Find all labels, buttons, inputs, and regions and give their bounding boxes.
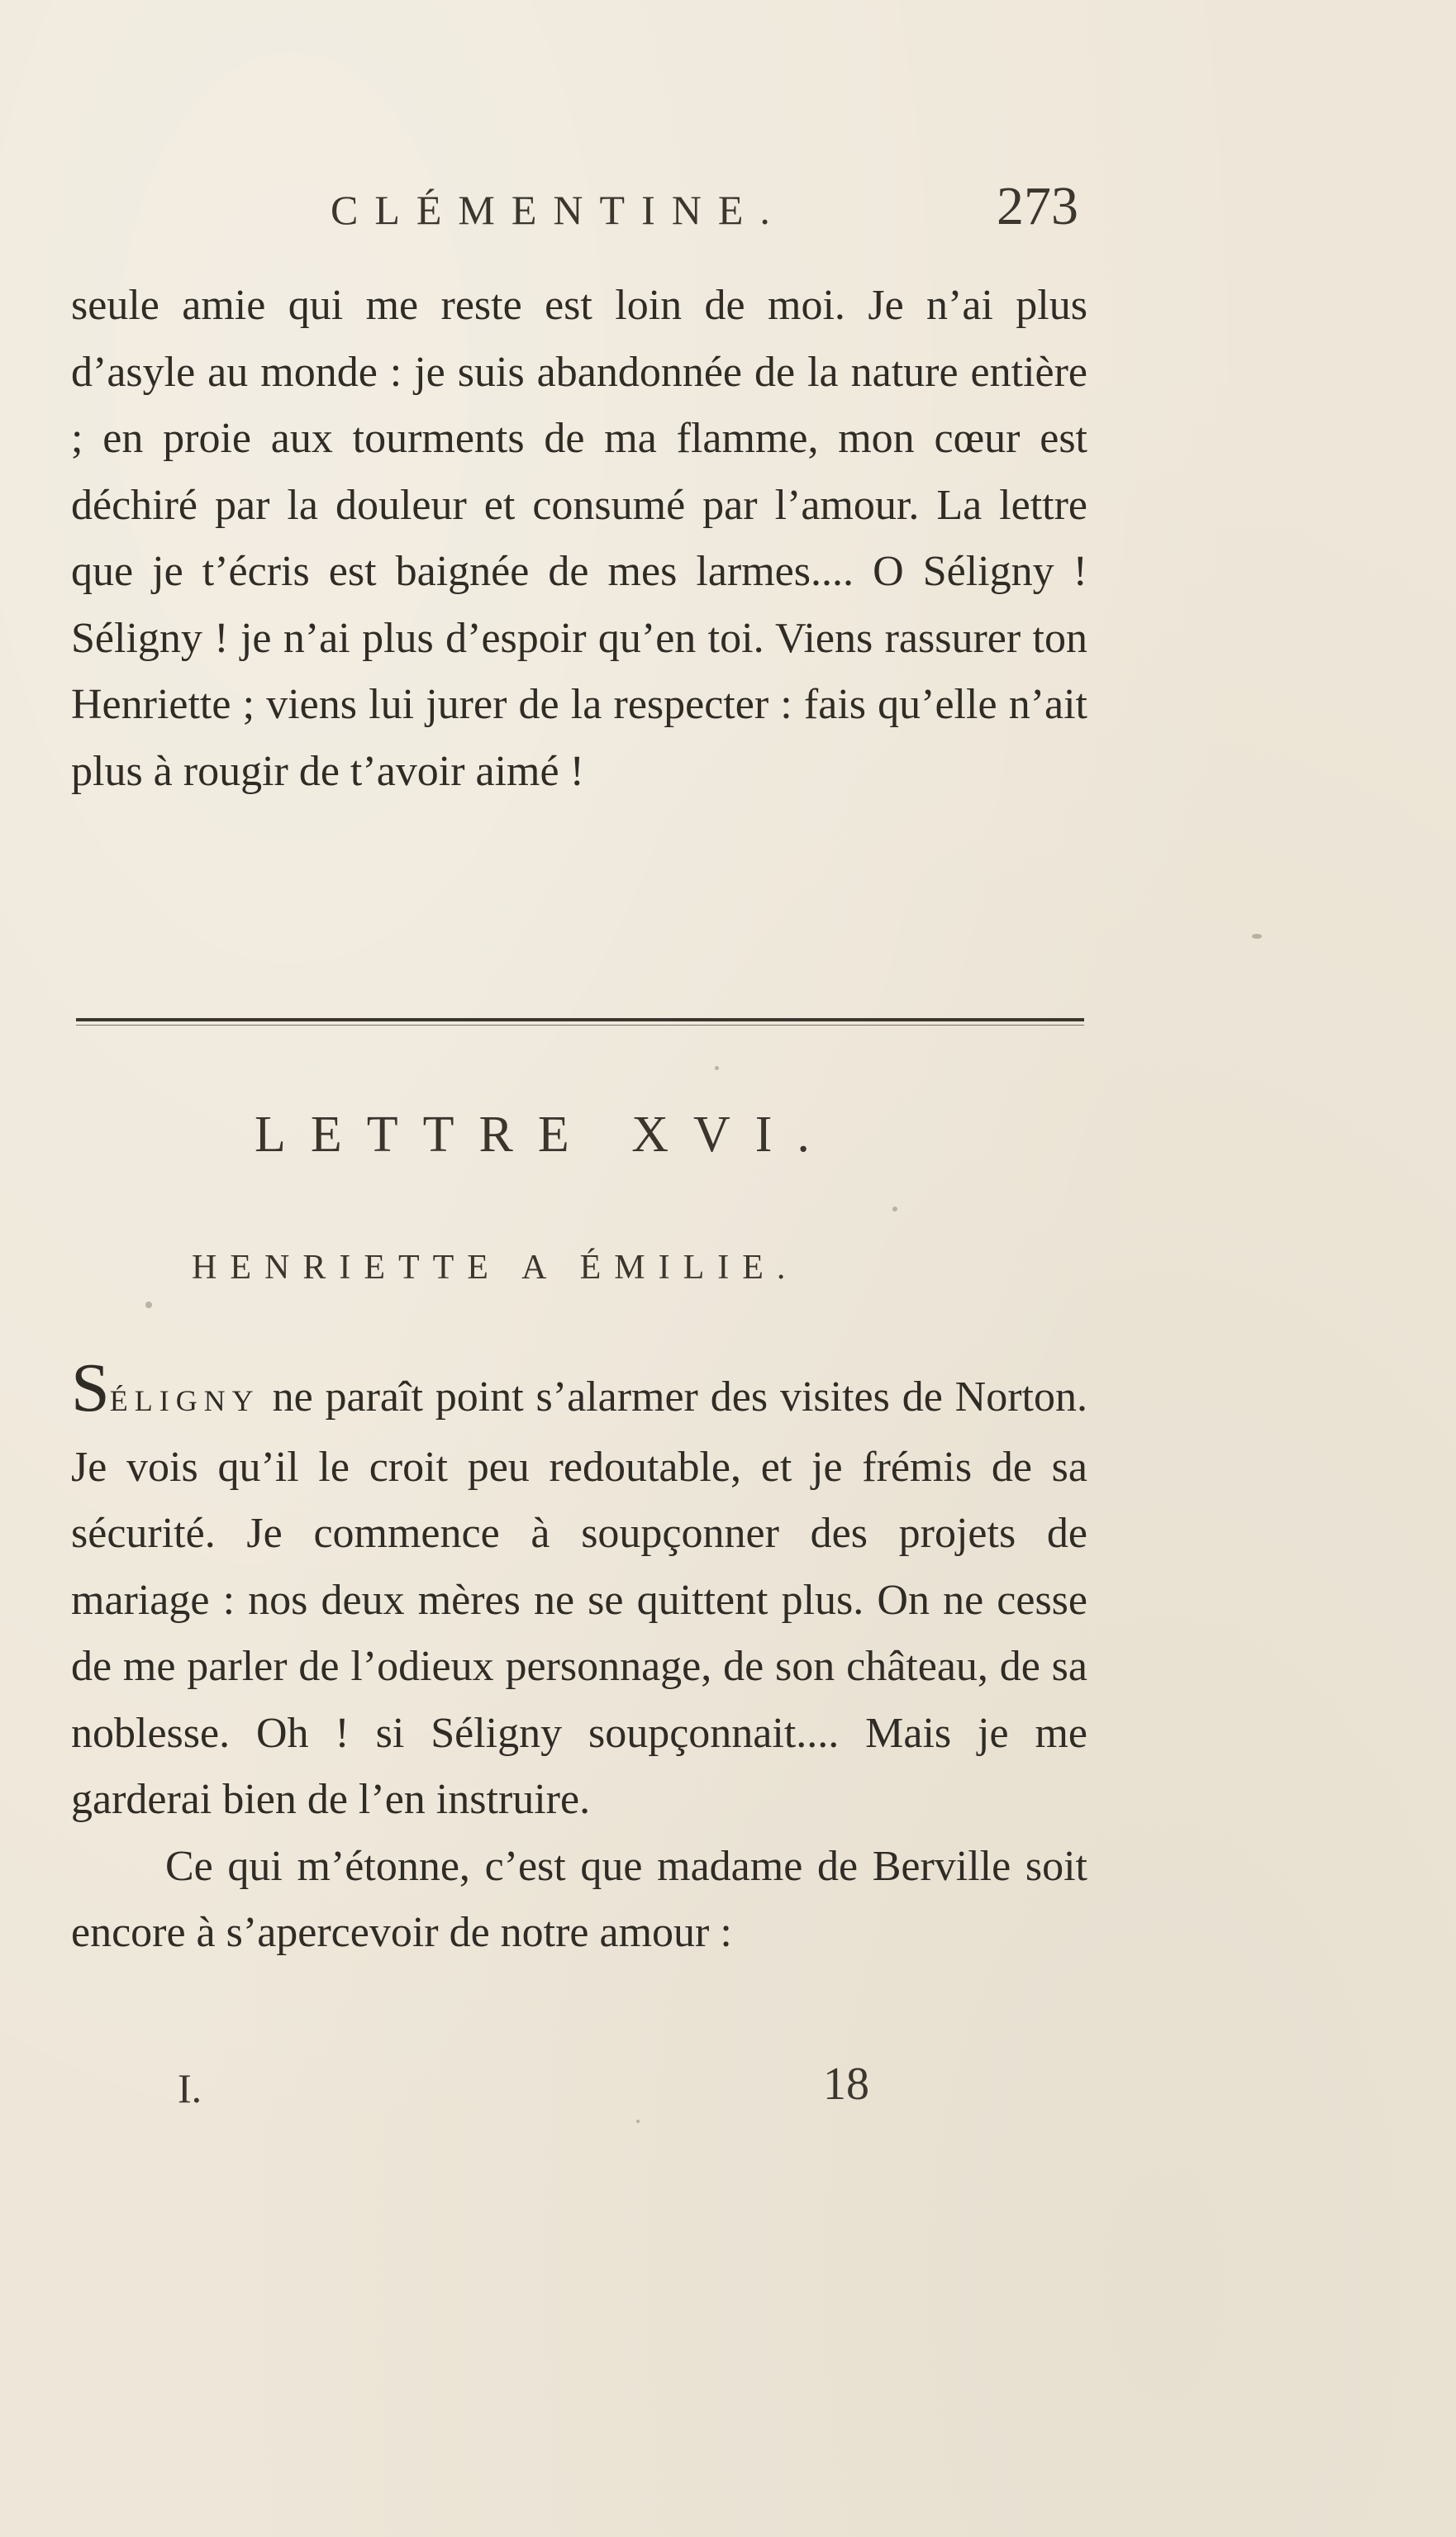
section-rule bbox=[76, 1018, 1084, 1021]
letter-paragraph-1 bbox=[71, 1349, 1087, 1834]
top-paragraph: seule amie qui me reste est loin de moi. Je n’ai plus d’asyle au monde : je suis abandonnée de la nature entière ; en proie aux tourments de ma flamme, mon cœur est déchiré par la douleur et consumé par l’amour. La lettre que je t’écris est baignée de mes larmes.... O Séligny ! Séligny ! je n’ai plus d’espoir qu’en toi. Viens rassurer ton Henriette ; viens lui jurer de la respecter : fais qu’elle n’ait plus à rougir de t’avoir aimé ! bbox=[71, 282, 1087, 795]
signature-mark: I. bbox=[178, 2065, 202, 2111]
letter-heading: HENRIETTE A ÉMILIE. bbox=[192, 1249, 799, 1287]
running-title: CLÉMENTINE. bbox=[331, 187, 787, 233]
top-paragraph-block bbox=[71, 273, 1087, 805]
paper-speck bbox=[1252, 934, 1262, 939]
section-rule-thin bbox=[76, 1025, 1084, 1026]
letter-body bbox=[71, 1349, 1087, 1967]
paper-speck bbox=[636, 2120, 640, 2123]
letter-paragraph-2: Ce qui m’étonne, c’est que madame de Berville soit encore à s’apercevoir de notre amour : bbox=[71, 1842, 1087, 1956]
paper-speck bbox=[145, 1302, 152, 1308]
dropcap: S bbox=[71, 1349, 110, 1426]
letter-title: LETTRE XVI. bbox=[255, 1107, 835, 1163]
paper-speck bbox=[892, 1207, 897, 1211]
page-number: 273 bbox=[997, 176, 1078, 236]
signature-number: 18 bbox=[823, 2059, 869, 2110]
opening-smallcaps: ÉLIGNY bbox=[109, 1384, 260, 1417]
letter-paragraph-1-text: ne paraît point s’alarmer des visites de Norton. Je vois qu’il le croit peu redoutable, et je frémis de sa sécurité. Je commence à soupçonner des projets de mariage : nos deux mères ne se quittent plus. On ne cesse de me parler de l’odieux personnage, de son château, de sa noblesse. Oh ! si Séligny soupçonnait.... Mais je me garderai bien de l’en instruire. bbox=[71, 1373, 1087, 1823]
paper-speck bbox=[715, 1066, 719, 1070]
